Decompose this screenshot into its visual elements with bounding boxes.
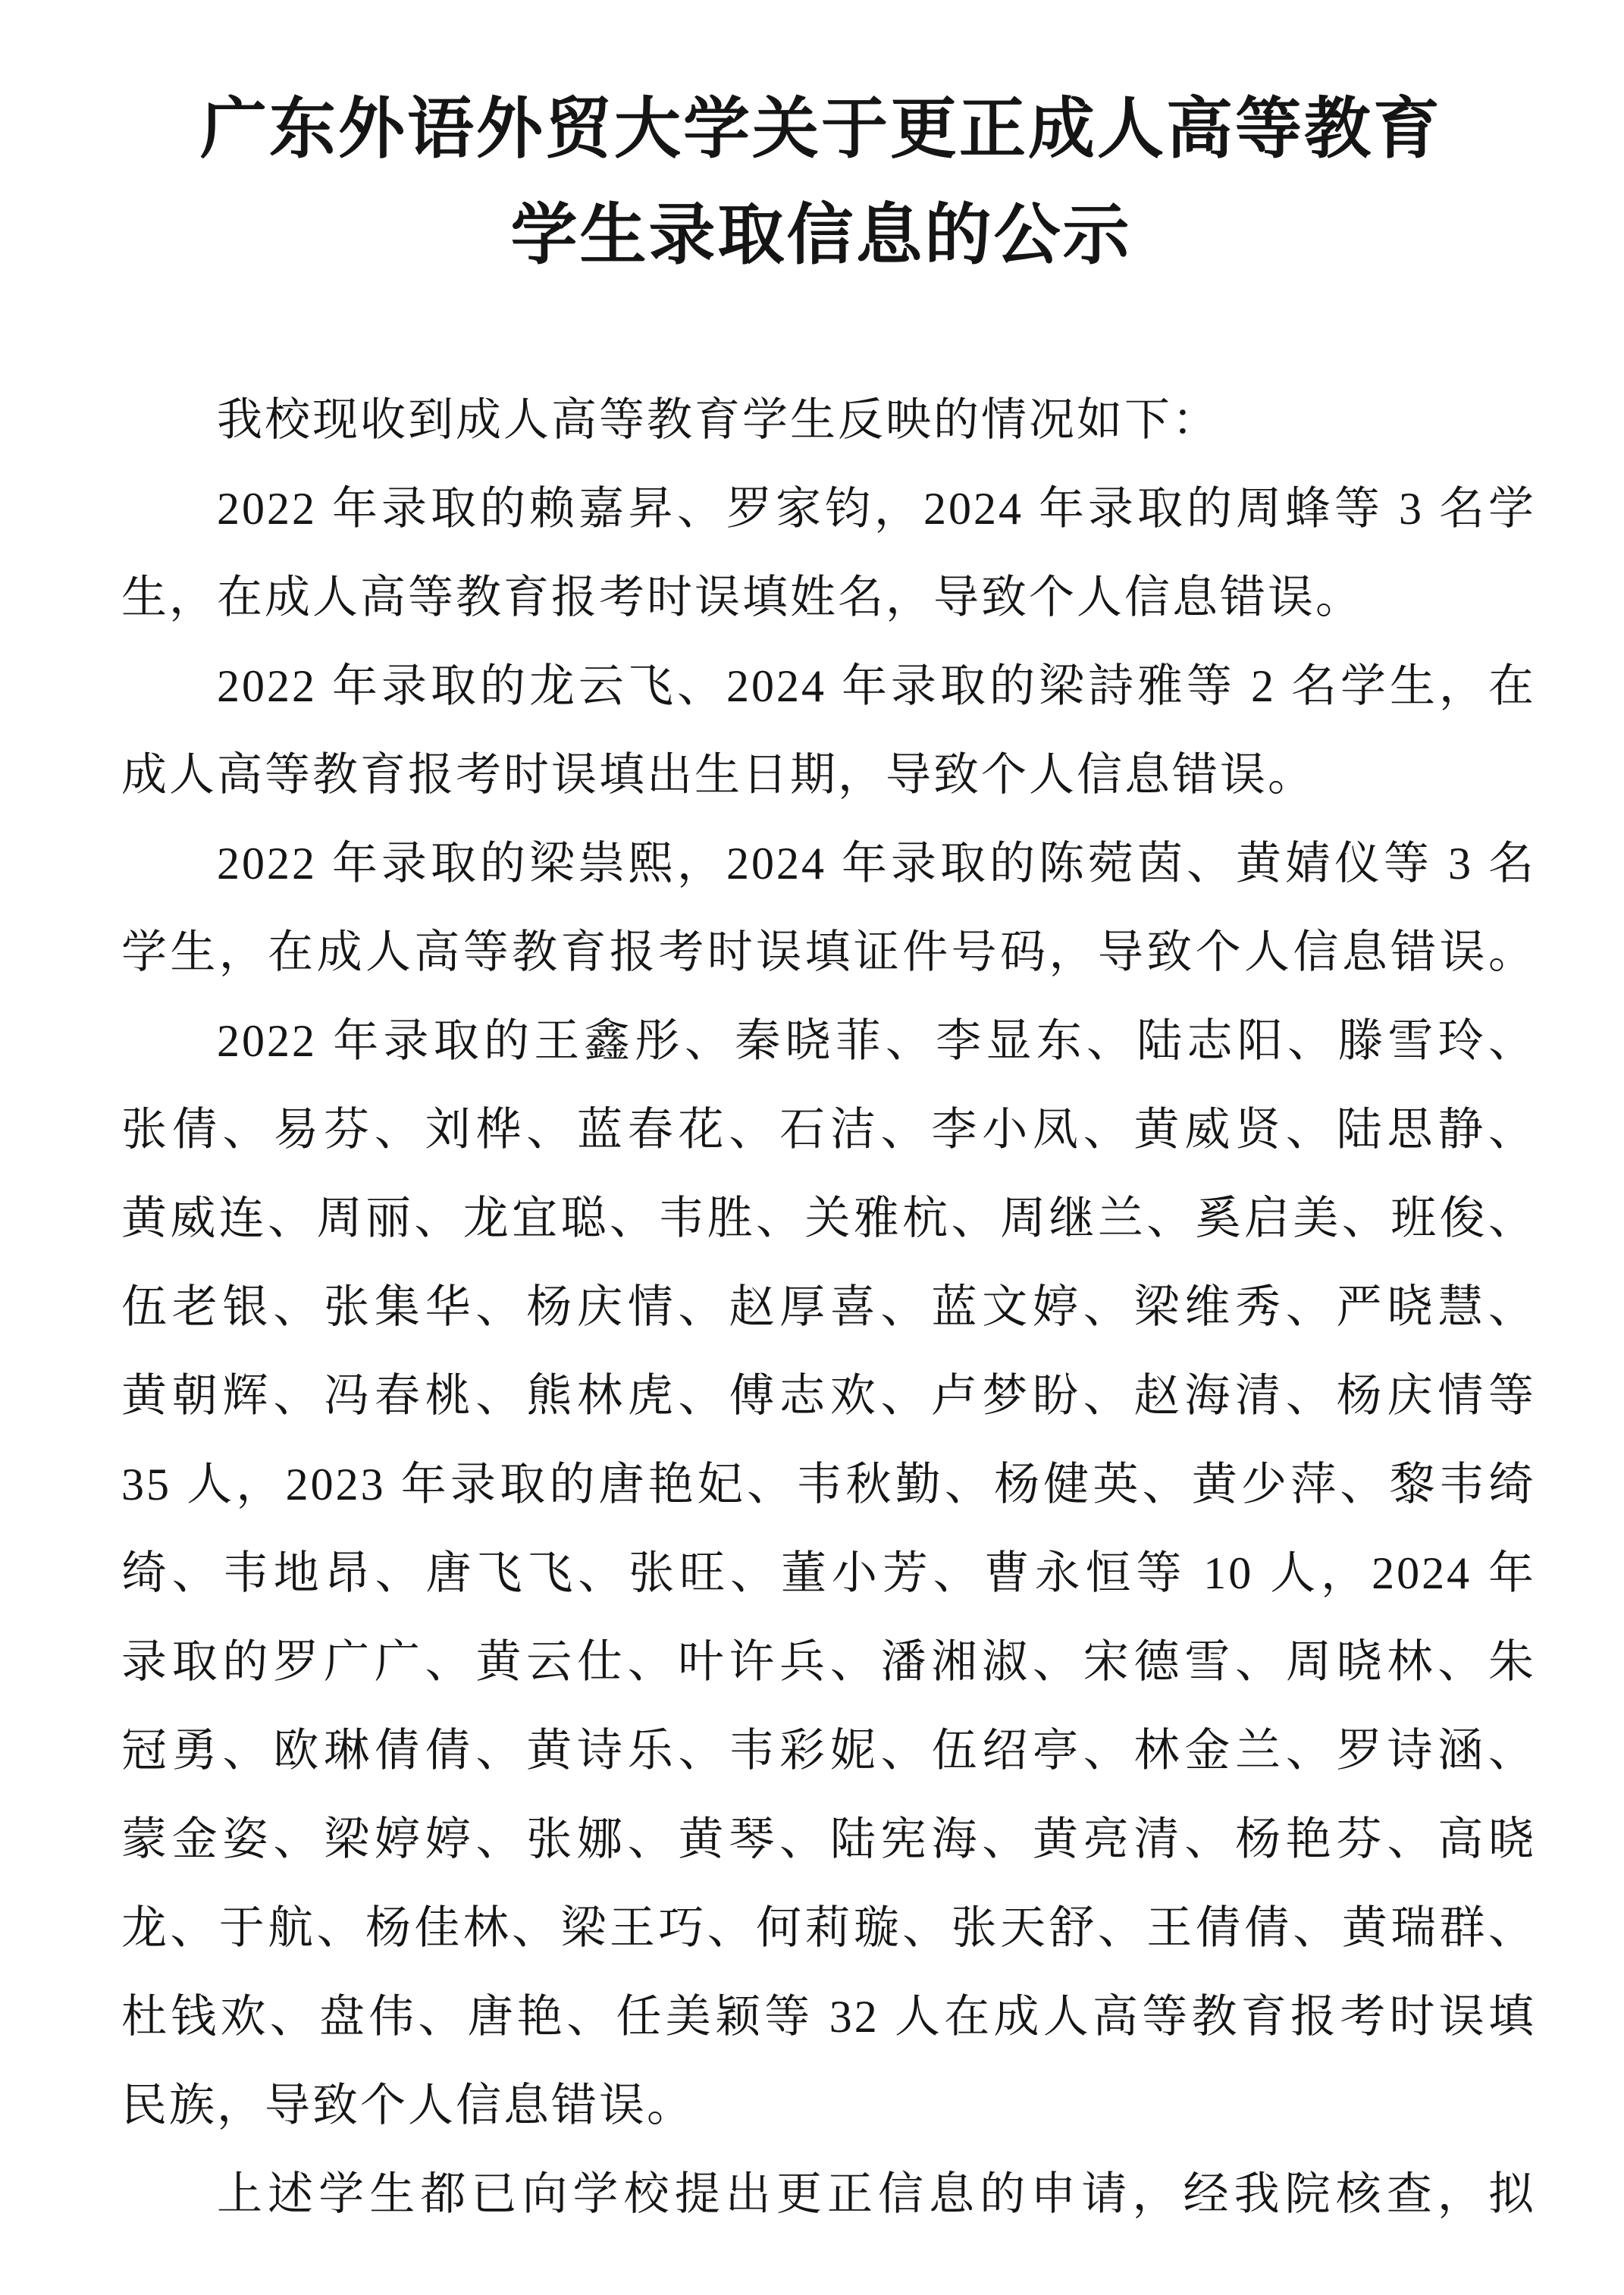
paragraph-line: 上述学生都已向学校提出更正信息的申请，经我院核查，拟 xyxy=(217,2169,1536,2219)
title-line-1: 广东外语外贸大学关于更正成人高等教育 xyxy=(199,89,1442,168)
paragraph-line: 35 人，2023 年录取的唐艳妃、韦秋勤、杨健英、黄少萍、黎韦绮 xyxy=(121,1459,1536,1510)
paragraph-line: 成人高等教育报考时误填出生日期，导致个人信息错误。 xyxy=(121,750,1315,800)
paragraph-ethnicity-errors xyxy=(121,997,1536,2150)
paragraph-line: 黄朝辉、冯春桃、熊林虎、傅志欢、卢梦盼、赵海清、杨庆情等 xyxy=(121,1371,1536,1421)
paragraph-line: 杜钱欢、盘伟、唐艳、任美颖等 32 人在成人高等教育报考时误填 xyxy=(121,1992,1536,2042)
paragraph-line: 民族，导致个人信息错误。 xyxy=(121,2080,694,2130)
paragraph-line: 黄威连、周丽、龙宜聪、韦胜、关雅杭、周继兰、奚启美、班俊、 xyxy=(121,1193,1536,1243)
paragraph-line: 张倩、易芬、刘桦、蓝春花、石洁、李小凤、黄威贤、陆思静、 xyxy=(121,1105,1536,1155)
title-line-2: 学生录取信息的公示 xyxy=(510,196,1132,274)
paragraph-line: 2022 年录取的赖嘉昇、罗家钧，2024 年录取的周蜂等 3 名学 xyxy=(217,484,1536,534)
document-body xyxy=(121,376,1536,2239)
paragraph-conclusion xyxy=(121,2150,1536,2239)
paragraph-birthdate-errors xyxy=(121,642,1536,820)
paragraph-intro xyxy=(121,376,1536,465)
paragraph-line: 2022 年录取的梁祟熙，2024 年录取的陈菀茵、黄婧仪等 3 名 xyxy=(217,839,1536,889)
paragraph-line: 绮、韦地昂、唐飞飞、张旺、董小芳、曹永恒等 10 人，2024 年 xyxy=(121,1548,1536,1598)
paragraph-line: 冠勇、欧琳倩倩、黄诗乐、韦彩妮、伍绍亭、林金兰、罗诗涵、 xyxy=(121,1726,1536,1776)
paragraph-line: 生，在成人高等教育报考时误填姓名，导致个人信息错误。 xyxy=(121,572,1363,622)
paragraph-line: 学生，在成人高等教育报考时误填证件号码，导致个人信息错误。 xyxy=(121,927,1536,977)
paragraph-line: 伍老银、张集华、杨庆情、赵厚喜、蓝文婷、梁维秀、严晓慧、 xyxy=(121,1282,1536,1332)
paragraph-line: 龙、于航、杨佳林、梁王巧、何莉璇、张天舒、王倩倩、黄瑞群、 xyxy=(121,1903,1536,1953)
paragraph-line: 2022 年录取的龙云飞、2024 年录取的梁詩雅等 2 名学生，在 xyxy=(217,661,1536,711)
paragraph-id-number-errors xyxy=(121,820,1536,997)
paragraph-line: 我校现收到成人高等教育学生反映的情况如下： xyxy=(217,395,1220,445)
paragraph-name-errors xyxy=(121,465,1536,642)
paragraph-line: 蒙金姿、梁婷婷、张娜、黄琴、陆宪海、黄亮清、杨艳芬、高晓 xyxy=(121,1814,1536,1864)
paragraph-line: 2022 年录取的王鑫彤、秦晓菲、李显东、陆志阳、滕雪玲、 xyxy=(217,1016,1536,1066)
document-title xyxy=(0,76,1624,288)
paragraph-line: 录取的罗广广、黄云仕、叶许兵、潘湘淑、宋德雪、周晓林、朱 xyxy=(121,1637,1536,1687)
